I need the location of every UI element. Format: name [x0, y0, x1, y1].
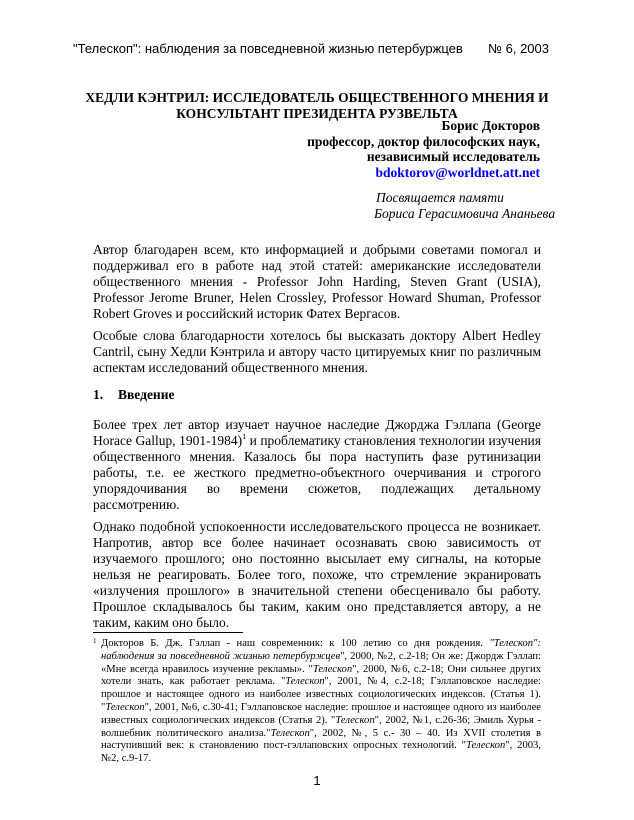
footnote-text: Докторов Б. Дж. Гэллап - наш современник: к 100 летию со дня рождения.: [101, 638, 490, 649]
footnote-separator: [93, 632, 243, 633]
footnote-italic: Телескоп: [466, 740, 506, 752]
article-title: [80, 90, 554, 121]
page-number: 1: [313, 773, 321, 788]
acknowledgement-paragraph: Особые слова благодарности хотелось бы высказать доктору Albert Hedley Cantril, сыну Хедли Кэнтрила и автору часто цитируемых книг по различным аспектам исследований общественного мнения.: [93, 328, 541, 375]
title-line-1: ХЕДЛИ КЭНТРИЛ: ИССЛЕДОВАТЕЛЬ ОБЩЕСТВЕННОГО МНЕНИЯ И: [85, 90, 549, 105]
dedication: [374, 190, 594, 222]
footnote-text: ", 2002, №1, с.26-36; Эмиль Хурья - волшебник политического анализа.": [101, 714, 541, 739]
intro-text: и проблематику становления технологии изучения общественного мнения. Казалось бы пора наступить фазе рутинизации работы, т.е. ее жесткого предметно-объектного очерчивания и строгого упорядочивания во времени сюжетов, подлежащих детальному рассмотрению.: [93, 433, 541, 512]
intro-paragraph-2: Однако подобной успокоенности исследовательского процесса не возникает. Напротив, автор все более начинает осознавать свою зависимость от изучаемого прошлого; оно постоянно высылает ему сигналы, на которые нельзя не реагировать. Более того, похоже, что стремление экранировать «излучения прошлого» в значительной степени обесценивало бы работу. Прошлое складывалось бы таким, каким оно представляется автору, а не таким, каким оно было.: [93, 519, 541, 630]
intro-paragraph-1: [93, 417, 541, 513]
running-header: [73, 41, 549, 56]
footnote-italic: Телескоп: [312, 663, 353, 675]
title-line-2: КОНСУЛЬТАНТ ПРЕЗИДЕНТА РУЗВЕЛЬТА: [176, 105, 458, 121]
section-title: Введение: [118, 387, 175, 402]
intro-text: Более трех лет автор изучает научное наследие Джорджа Гэллапа (George Horace Gallup, 1901-1984): [93, 417, 541, 448]
footnote: [93, 638, 541, 766]
author-title-2: независимый исследователь: [366, 149, 540, 164]
footnote-text: ", 2000, №2, с.2-18; Он же: Джордж Гэллап: «Мне всегда нравилось изучение рекламы». ": [101, 650, 541, 675]
footnote-text: ", 2001, №4, с.2-18; Гэллаповское наследие: прошлое и настоящее одного из наиболее известных социологических индексов. (Статья 1). ": [101, 676, 541, 713]
author-email-link[interactable]: bdoktorov@worldnet.att.net: [375, 164, 540, 180]
footnote-italic: Телескоп: [105, 701, 145, 713]
dedication-line-2: Бориса Герасимовича Ананьева: [374, 206, 556, 221]
footnote-text: ", 2003, №2, с.9-17.: [101, 740, 541, 765]
footnote-text: ", 2000, №6, с.2-18; Они сильнее других хотели знать, как работает реклама. ": [101, 663, 541, 688]
section-heading: [93, 387, 174, 403]
section-number: 1.: [93, 387, 104, 402]
acknowledgement-paragraph: Автор благодарен всем, кто информацией и добрыми советами помогал и поддерживал его в работе над этой статей: американские исследователи общественного мнения - Professor John Harding, Steven Grant (USIA), Professor Jerome Bruner, Helen Crossley, Professor Howard Shuman, Professor Robert Groves и российский историк Фатех Вергасов.: [93, 242, 541, 321]
footnote-mark: 1: [93, 637, 97, 645]
footnote-reference[interactable]: 1: [242, 432, 247, 441]
author-block: [200, 118, 540, 180]
acknowledgements: [93, 242, 541, 382]
footnote-body: [93, 638, 541, 766]
dedication-line-1: Посвящается памяти: [376, 190, 504, 205]
footnote-text: ", 2002, №, 5 с.- 30 – 40. Из XVII столетия в наступивший век: к становлению пост-гэллаповских опросных технологий. ": [101, 727, 542, 752]
footnote-italic: Телескоп: [285, 676, 325, 688]
author-name: Борис Докторов: [441, 118, 540, 133]
journal-name: "Телескоп": наблюдения за повседневной жизнью петербуржцев: [73, 41, 463, 56]
footnote-text: ", 2001, №6, с.30-41; Гэллаповское наследие: прошлое и настоящее одного из наиболее известных социологических индексов (Статья 2). ": [101, 701, 541, 726]
introduction-text: [93, 417, 541, 637]
issue-number: № 6, 2003: [488, 41, 549, 56]
footnote-italic: Телескоп: [270, 727, 310, 739]
footnote-italic: "Телескоп": наблюдения за повседневной жизнью петербуржцев: [101, 638, 541, 662]
footnote-italic: Телескоп: [335, 714, 375, 726]
author-title-1: профессор, доктор философских наук,: [307, 133, 540, 149]
